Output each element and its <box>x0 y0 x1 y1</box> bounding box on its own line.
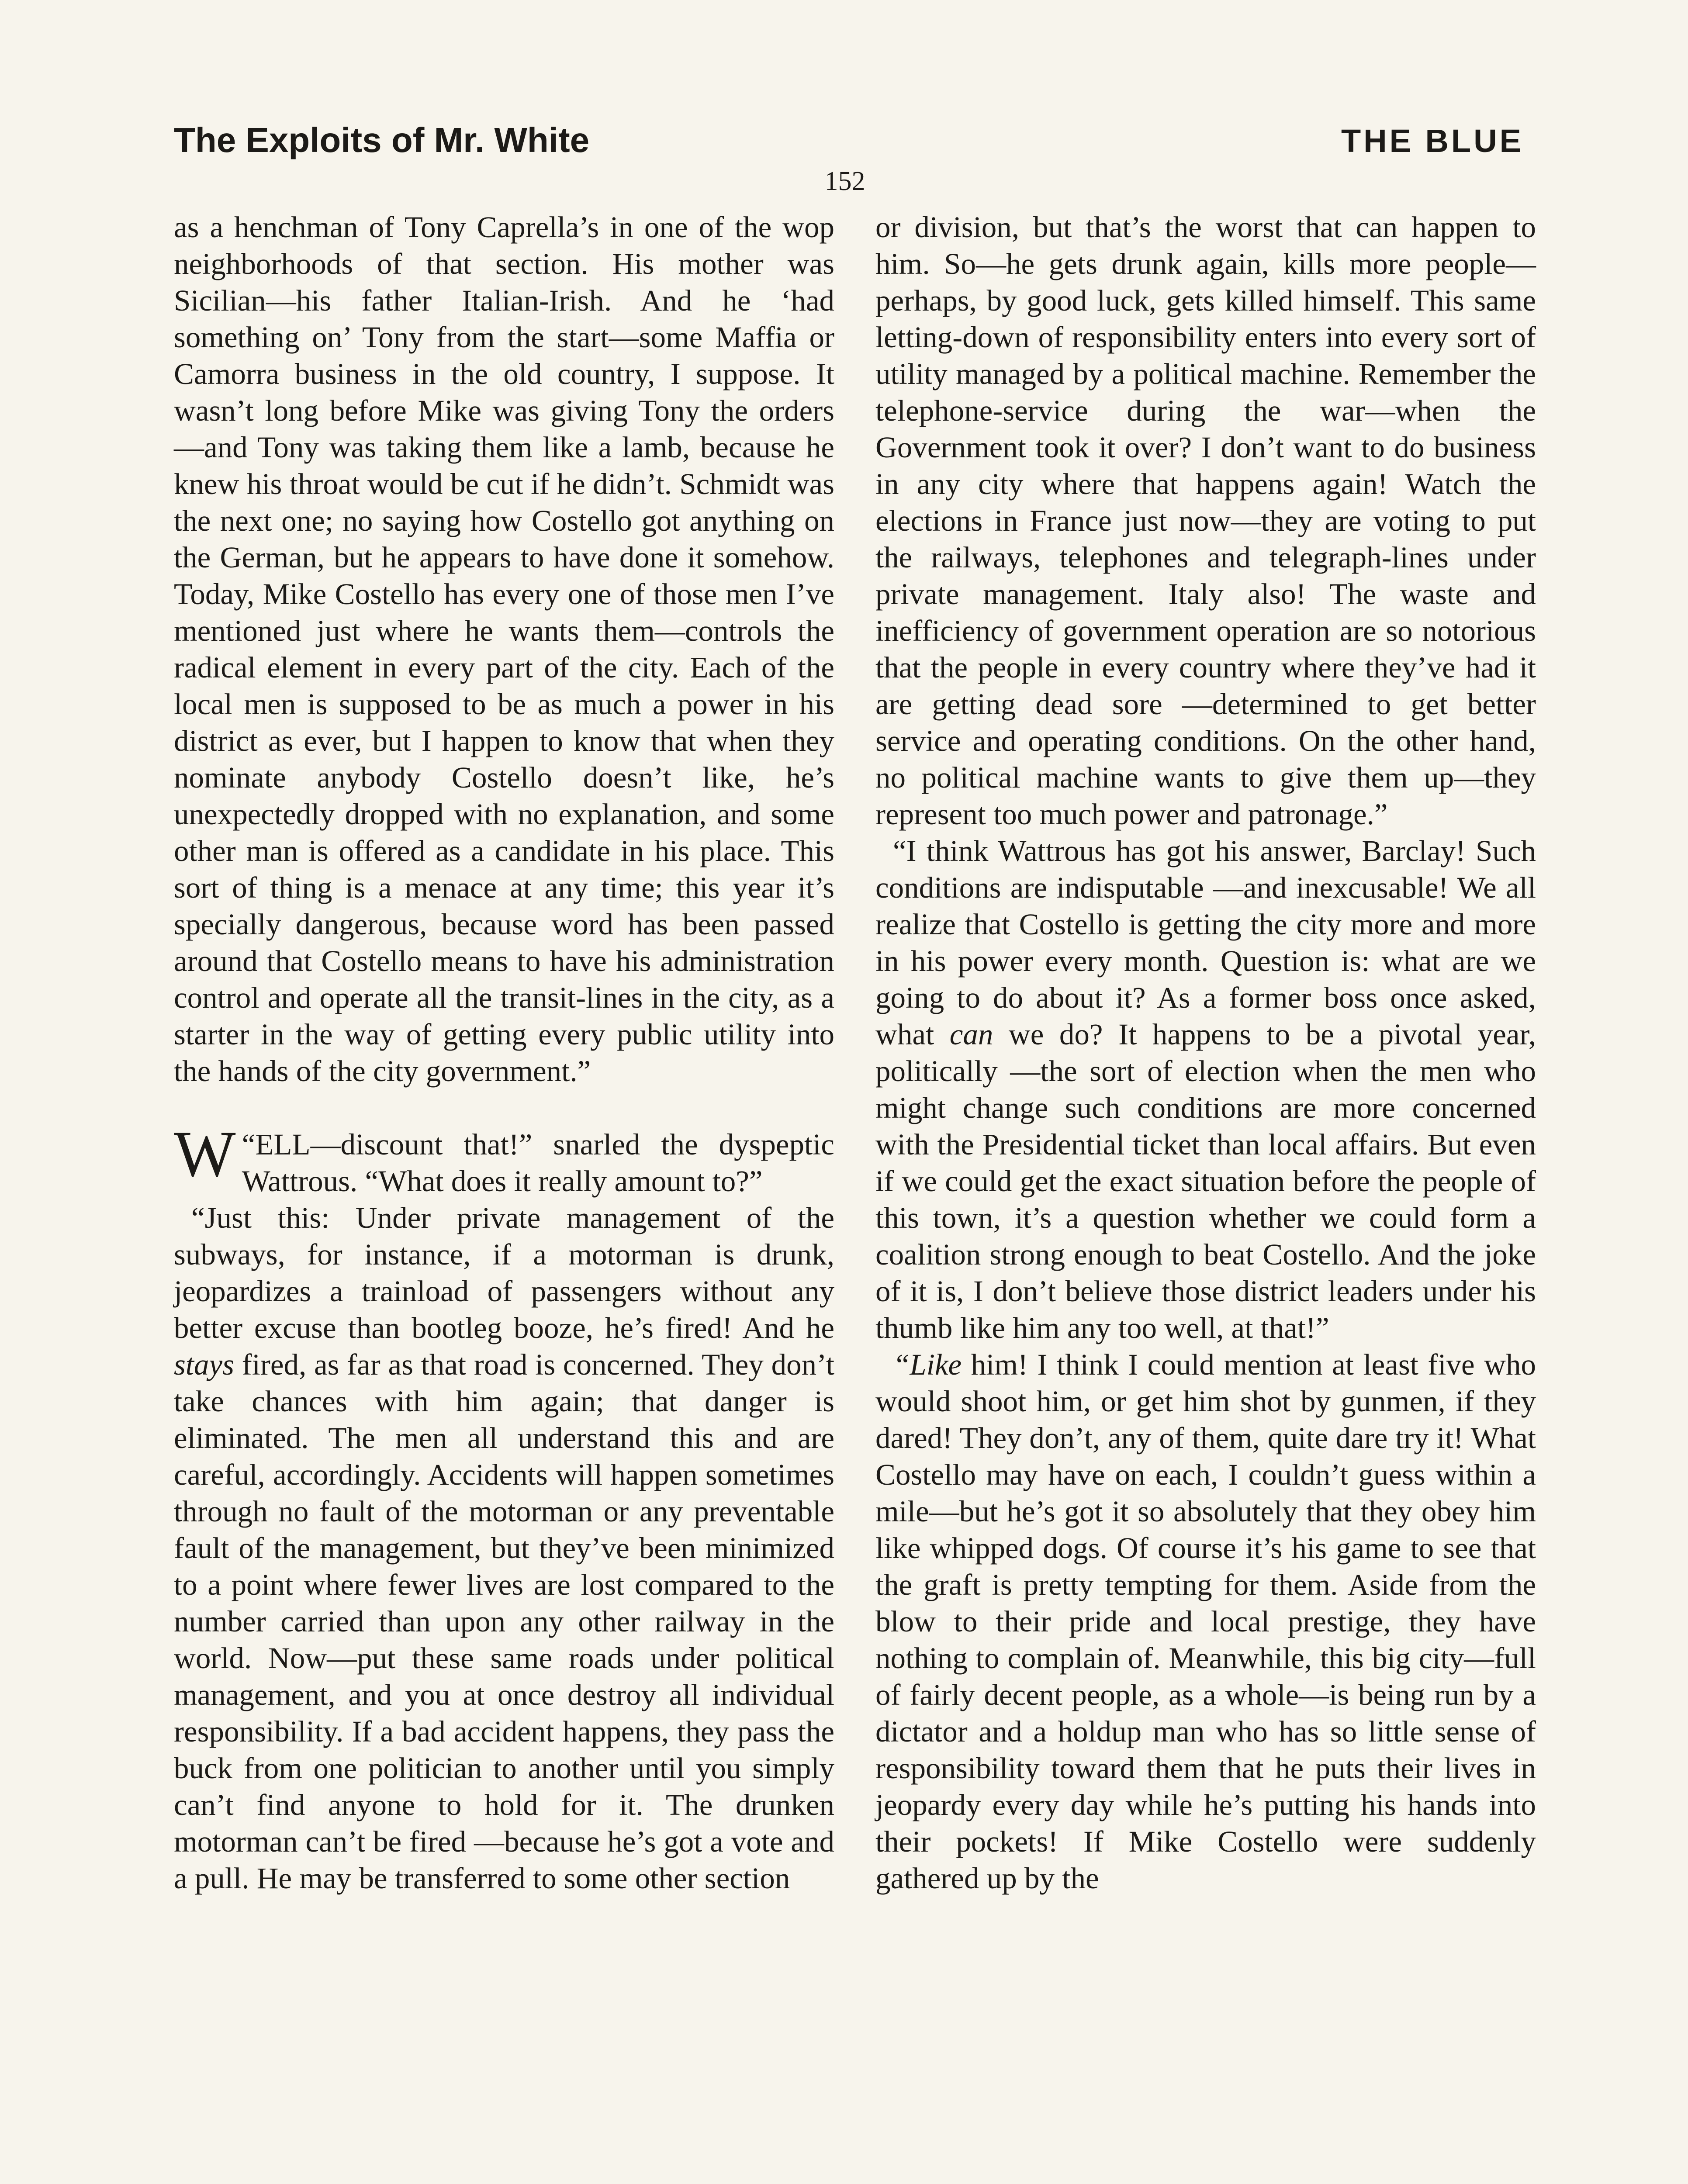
paragraph-text: ELL—discount that!” snarled the dyspeptic Wattrous. “What does it really amount to?” <box>242 1128 834 1198</box>
paragraph-text: him! I think I could mention at least five who would shoot him, or get him shot by gunmen, if they dared! They don’t, any of them, quite dare try it! What Costello may have on each, I couldn’t guess within a mile—but he’s got it so absolutely that they obey him like whipped dogs. Of course it’s his game to see that the graft is pretty tempting for them. Aside from the blow to their pride and local prestige, they have nothing to complain of. Meanwhile, this big city—full of fairly decent people, as a whole—is being run by a dictator and a holdup man who has so little sense of responsibility toward them that he puts their lives in jeopardy every day while he’s putting his hands into their pockets! If Mike Costello were suddenly gathered up by the <box>875 1348 1536 1895</box>
paragraph-text: we do? It happens to be a pivotal year, politically —the sort of election when the men who might change such conditions are more concerned with the Presidential ticket than local affairs. But even if we could get the exact situation before the people of this town, it’s a question whether we could form a coalition strong enough to beat Costello. And the joke of it is, I don’t believe those district leaders under his thumb like him any too well, at that!” <box>875 1018 1536 1344</box>
section-break <box>174 1089 834 1126</box>
emphasis-text: “Like <box>893 1348 962 1381</box>
open-quote: “ <box>242 1128 256 1161</box>
running-head-magazine: THE BLUE <box>1341 123 1524 159</box>
paragraph <box>875 1346 1536 1897</box>
paragraph: or division, but that’s the worst that can happen to him. So—he gets drunk again, kills more people—perhaps, by good luck, gets killed himself. This same letting-down of responsibility enters into every sort of utility managed by a political machine. Remember the telephone-service during the war—when the Government took it over? I don’t want to do business in any city where that happens again! Watch the elections in France just now—they are voting to put the railways, telephones and telegraph-lines under private management. Italy also! The waste and inefficiency of government operation are so notorious that the people in every country where they’ve had it are getting dead sore —determined to get better service and operating conditions. On the other hand, no political machine wants to give them up—they represent too much power and patronage.” <box>875 211 1536 831</box>
left-column <box>174 209 834 1897</box>
paragraph-text: “Just this: Under private management of the subways, for instance, if a motorman is drunk, jeopardizes a trainload of passengers without any better excuse than bootleg booze, he’s fired! And he <box>174 1201 834 1344</box>
emphasis-text: can <box>949 1018 993 1051</box>
paragraph-text: “I think Wattrous has got his answer, Barclay! Such conditions are indisputable —and inexcusable! We all realize that Costello is getting the city more and more in his power every month. Question is: what are we going to do about it? As a former boss once asked, what <box>875 834 1536 1051</box>
emphasis-text: stays <box>174 1348 234 1381</box>
paragraph-dropcap <box>174 1118 834 1199</box>
paragraph <box>174 1199 834 1897</box>
drop-cap-letter: W <box>174 1118 236 1190</box>
page-number: 152 <box>824 166 865 196</box>
paragraph <box>875 833 1536 1346</box>
running-head-title: The Exploits of Mr. White <box>174 121 590 159</box>
paragraph-text: fired, as far as that road is concerned. They don’t take chances with him again; that danger is eliminated. The men all understand this and are careful, accordingly. Accidents will happen sometimes through no fault of the motorman or any preventable fault of the management, but they’ve been minimized to a point where fewer lives are lost compared to the number carried than upon any other railway in the world. Now—put these same roads under political management, and you at once destroy all individual responsibility. If a bad accident happens, they pass the buck from one politician to another until you simply can’t find anyone to hold for it. The drunken motorman can’t be fired —because he’s got a vote and a pull. He may be transferred to some other section <box>174 1348 834 1895</box>
right-column <box>875 209 1536 1897</box>
paragraph: as a henchman of Tony Caprella’s in one of the wop neighborhoods of that section. His mother was Sicilian—his father Italian-Irish. And he ‘had something on’ Tony from the start—some Maffia or Camorra business in the old country, I suppose. It wasn’t long before Mike was giving Tony the orders—and Tony was taking them like a lamb, because he knew his throat would be cut if he didn’t. Schmidt was the next one; no saying how Costello got anything on the German, but he appears to have done it somehow. Today, Mike Costello has every one of those men I’ve mentioned just where he wants them—controls the radical element in every part of the city. Each of the local men is supposed to be as much a power in his district as ever, but I happen to know that when they nominate anybody Costello doesn’t like, he’s unexpectedly dropped with no explanation, and some other man is offered as a candidate in his place. This sort of thing is a menace at any time; this year it’s specially dangerous, because word has been passed around that Costello means to have his administration control and operate all the transit-lines in the city, as a starter in the way of getting every public utility into the hands of the city government.” <box>174 211 834 1088</box>
